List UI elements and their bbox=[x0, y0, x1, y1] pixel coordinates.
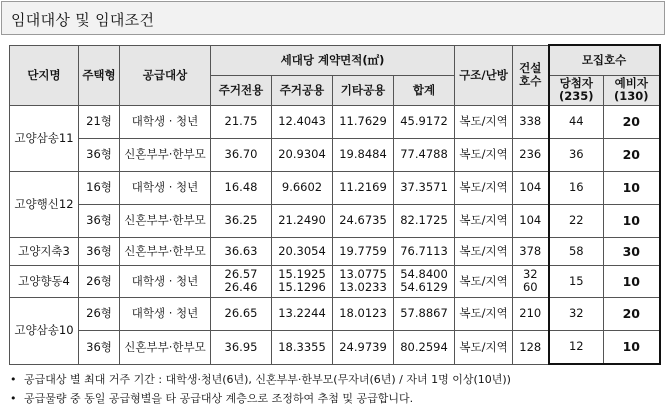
header-reserve: 예비자 (130) bbox=[604, 75, 660, 105]
exclusive-area-cell: 36.70 bbox=[211, 138, 272, 171]
common-area-cell: 13.2244 bbox=[272, 297, 333, 330]
structure-cell: 복도/지역 bbox=[455, 237, 513, 265]
winners-cell: 15 bbox=[549, 265, 604, 297]
total-area-cell: 76.7113 bbox=[394, 237, 455, 265]
reserve-cell: 10 bbox=[604, 171, 660, 204]
total-area-cell: 77.4788 bbox=[394, 138, 455, 171]
winners-cell: 32 bbox=[549, 297, 604, 330]
complex-name-cell: 고양행신12 bbox=[10, 171, 79, 237]
table-row bbox=[10, 265, 660, 297]
built-units-cell: 104 bbox=[513, 204, 549, 237]
total-area-cell: 82.1725 bbox=[394, 204, 455, 237]
house-type-cell: 36형 bbox=[79, 138, 120, 171]
built-units-cell: 236 bbox=[513, 138, 549, 171]
reserve-cell: 20 bbox=[604, 138, 660, 171]
common-area-cell: 20.3054 bbox=[272, 237, 333, 265]
target-cell: 신혼부부·한부모 bbox=[120, 204, 211, 237]
header-contract-area: 세대당 계약면적(㎡) bbox=[211, 45, 455, 75]
bullet-icon: • bbox=[10, 392, 17, 405]
winners-cell: 58 bbox=[549, 237, 604, 265]
house-type-cell: 36형 bbox=[79, 204, 120, 237]
bullet-icon: • bbox=[10, 373, 17, 386]
common-area-cell: 12.4043 bbox=[272, 105, 333, 138]
target-cell: 신혼부부·한부모 bbox=[120, 330, 211, 364]
reserve-cell: 10 bbox=[604, 204, 660, 237]
header-built-units: 건설 호수 bbox=[513, 45, 549, 105]
rental-conditions-table bbox=[9, 44, 661, 365]
structure-cell: 복도/지역 bbox=[455, 297, 513, 330]
house-type-cell: 26형 bbox=[79, 297, 120, 330]
structure-cell: 복도/지역 bbox=[455, 138, 513, 171]
exclusive-area-cell: 36.95 bbox=[211, 330, 272, 364]
exclusive-area-cell: 36.63 bbox=[211, 237, 272, 265]
target-cell: 신혼부부·한부모 bbox=[120, 237, 211, 265]
structure-cell: 복도/지역 bbox=[455, 171, 513, 204]
reserve-cell: 10 bbox=[604, 330, 660, 364]
reserve-cell: 30 bbox=[604, 237, 660, 265]
table-row bbox=[10, 105, 660, 138]
complex-name-cell: 고양지축3 bbox=[10, 237, 79, 265]
winners-cell: 36 bbox=[549, 138, 604, 171]
target-cell: 대학생 · 청년 bbox=[120, 265, 211, 297]
total-area-cell: 80.2594 bbox=[394, 330, 455, 364]
note-text: 공급물량 중 동일 공급형별을 타 공급대상 계층으로 조정하여 추첨 및 공급합니다. bbox=[24, 392, 414, 405]
winners-cell: 12 bbox=[549, 330, 604, 364]
section-title: 임대대상 및 임대조건 bbox=[11, 11, 155, 29]
complex-name-cell: 고양삼송10 bbox=[10, 297, 79, 364]
exclusive-area-cell: 26.65 bbox=[211, 297, 272, 330]
other-area-cell: 24.9739 bbox=[333, 330, 394, 364]
total-area-cell: 54.8400 54.6129 bbox=[394, 265, 455, 297]
other-area-cell: 24.6735 bbox=[333, 204, 394, 237]
other-area-cell: 13.0775 13.0233 bbox=[333, 265, 394, 297]
total-area-cell: 57.8867 bbox=[394, 297, 455, 330]
built-units-cell: 378 bbox=[513, 237, 549, 265]
exclusive-area-cell: 36.25 bbox=[211, 204, 272, 237]
section-title-box bbox=[1, 1, 665, 35]
note-item bbox=[10, 370, 511, 389]
other-area-cell: 11.7629 bbox=[333, 105, 394, 138]
structure-cell: 복도/지역 bbox=[455, 265, 513, 297]
table-row bbox=[10, 297, 660, 330]
notes bbox=[10, 370, 511, 408]
header-structure: 구조/난방 bbox=[455, 45, 513, 105]
reserve-cell: 20 bbox=[604, 105, 660, 138]
complex-name-cell: 고양삼송11 bbox=[10, 105, 79, 171]
table-row bbox=[10, 330, 660, 364]
house-type-cell: 36형 bbox=[79, 237, 120, 265]
winners-cell: 22 bbox=[549, 204, 604, 237]
target-cell: 신혼부부·한부모 bbox=[120, 138, 211, 171]
structure-cell: 복도/지역 bbox=[455, 330, 513, 364]
note-item bbox=[10, 389, 511, 408]
table-row bbox=[10, 171, 660, 204]
house-type-cell: 16형 bbox=[79, 171, 120, 204]
header-total: 합계 bbox=[394, 75, 455, 105]
common-area-cell: 15.1925 15.1296 bbox=[272, 265, 333, 297]
table-row bbox=[10, 138, 660, 171]
house-type-cell: 26형 bbox=[79, 265, 120, 297]
header-other: 기타공용 bbox=[333, 75, 394, 105]
header-exclusive: 주거전용 bbox=[211, 75, 272, 105]
other-area-cell: 11.2169 bbox=[333, 171, 394, 204]
winners-cell: 16 bbox=[549, 171, 604, 204]
table-row bbox=[10, 204, 660, 237]
note-text: 공급대상 별 최대 거주 기간 : 대학생·청년(6년), 신혼부부·한부모(무자녀(6년) / 자녀 1명 이상(10년)) bbox=[24, 373, 511, 386]
common-area-cell: 9.6602 bbox=[272, 171, 333, 204]
exclusive-area-cell: 21.75 bbox=[211, 105, 272, 138]
common-area-cell: 18.3355 bbox=[272, 330, 333, 364]
built-units-cell: 210 bbox=[513, 297, 549, 330]
other-area-cell: 19.7759 bbox=[333, 237, 394, 265]
built-units-cell: 104 bbox=[513, 171, 549, 204]
other-area-cell: 18.0123 bbox=[333, 297, 394, 330]
target-cell: 대학생 · 청년 bbox=[120, 105, 211, 138]
target-cell: 대학생 · 청년 bbox=[120, 171, 211, 204]
table-row bbox=[10, 237, 660, 265]
header-common: 주거공용 bbox=[272, 75, 333, 105]
header-complex: 단지명 bbox=[10, 45, 79, 105]
header-house-type: 주택형 bbox=[79, 45, 120, 105]
total-area-cell: 45.9172 bbox=[394, 105, 455, 138]
header-recruit: 모집호수 bbox=[549, 45, 660, 75]
reserve-cell: 10 bbox=[604, 265, 660, 297]
target-cell: 대학생 · 청년 bbox=[120, 297, 211, 330]
structure-cell: 복도/지역 bbox=[455, 105, 513, 138]
structure-cell: 복도/지역 bbox=[455, 204, 513, 237]
header-winners: 당첨자 (235) bbox=[549, 75, 604, 105]
built-units-cell: 128 bbox=[513, 330, 549, 364]
house-type-cell: 21형 bbox=[79, 105, 120, 138]
winners-cell: 44 bbox=[549, 105, 604, 138]
common-area-cell: 21.2490 bbox=[272, 204, 333, 237]
complex-name-cell: 고양향동4 bbox=[10, 265, 79, 297]
header-target: 공급대상 bbox=[120, 45, 211, 105]
common-area-cell: 20.9304 bbox=[272, 138, 333, 171]
exclusive-area-cell: 26.57 26.46 bbox=[211, 265, 272, 297]
built-units-cell: 32 60 bbox=[513, 265, 549, 297]
house-type-cell: 36형 bbox=[79, 330, 120, 364]
reserve-cell: 20 bbox=[604, 297, 660, 330]
built-units-cell: 338 bbox=[513, 105, 549, 138]
exclusive-area-cell: 16.48 bbox=[211, 171, 272, 204]
other-area-cell: 19.8484 bbox=[333, 138, 394, 171]
total-area-cell: 37.3571 bbox=[394, 171, 455, 204]
table-body bbox=[10, 105, 660, 364]
